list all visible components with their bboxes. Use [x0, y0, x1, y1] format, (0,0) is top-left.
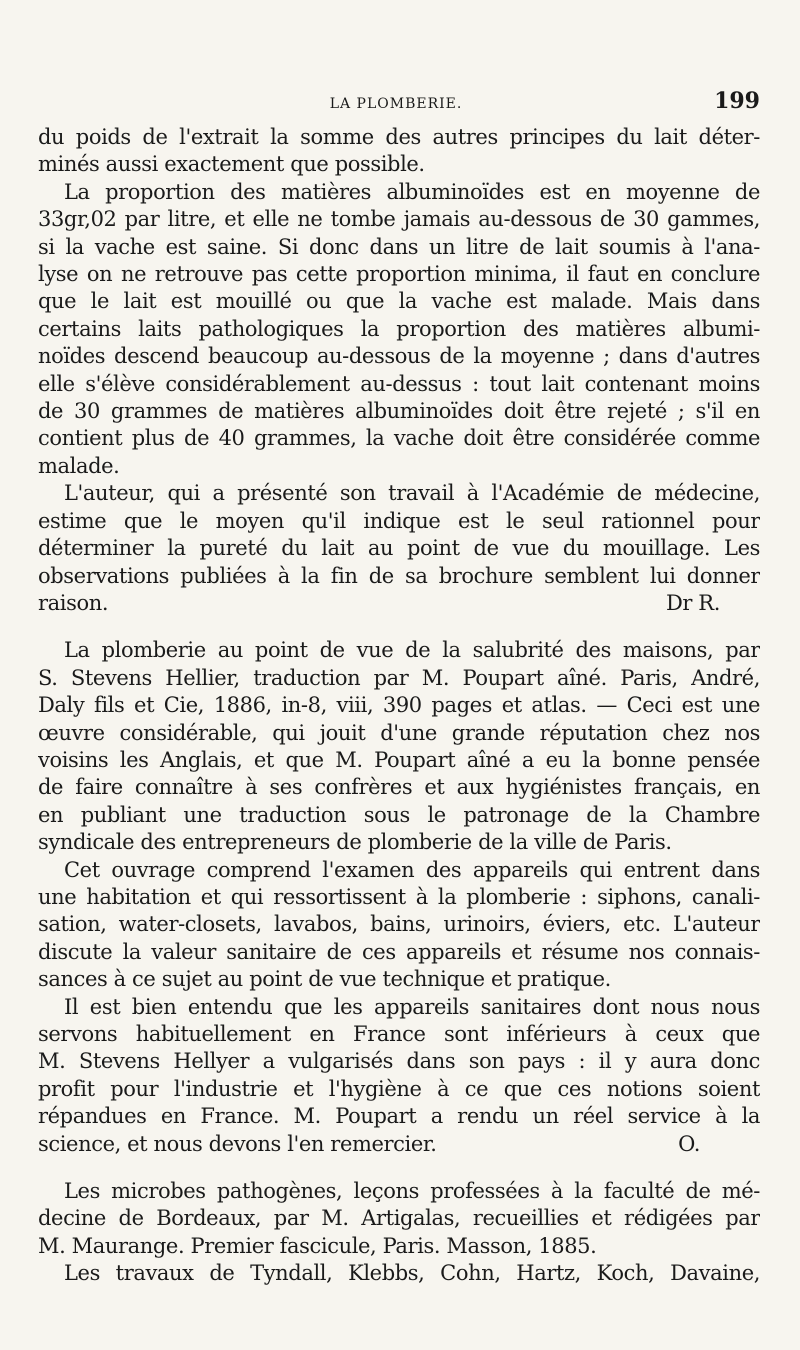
text-line: voisins les Anglais, et que M. Poupart aîné a eu la bonne pensée: [38, 747, 760, 772]
text-line: si la vache est saine. Si donc dans un litre de lait soumis à l'ana-: [38, 234, 760, 259]
text-line: Les travaux de Tyndall, Klebbs, Cohn, Hartz, Koch, Davaine,: [64, 1261, 760, 1286]
paragraph-researchers: [38, 1260, 760, 1287]
text-line: œuvre considérable, qui jouit d'une grande réputation chez nos: [38, 720, 760, 745]
text-line: profit pour l'industrie et l'hygiène à ce que ces notions soient: [38, 1076, 760, 1101]
text-line: contient plus de 40 grammes, la vache doit être considérée comme: [38, 426, 760, 451]
review-signature: Dr R.: [665, 590, 720, 615]
text-line: Cet ouvrage comprend l'examen des appareils qui entrent dans: [64, 857, 760, 882]
paragraph-albuminoid-proportion: [38, 179, 760, 480]
text-line: du poids de l'extrait la somme des autres principes du lait déter-: [38, 125, 760, 149]
body-text: [38, 124, 760, 1288]
section-gap: [38, 1158, 760, 1178]
text-line: La proportion des matières albuminoïdes est en moyenne de: [64, 179, 760, 204]
text-line: sances à ce sujet au point de vue technique et pratique.: [38, 967, 611, 992]
text-line: observations publiées à la fin de sa brochure semblent lui donner: [38, 563, 760, 588]
text-line: de 30 grammes de matières albuminoïdes doit être rejeté ; s'il en: [38, 399, 760, 424]
paragraph-plomberie-review: [38, 637, 760, 856]
text-line: noïdes descend beaucoup au-dessous de la moyenne ; dans d'autres: [38, 344, 760, 369]
text-line: en publiant une traduction sous le patronage de la Chambre: [38, 802, 760, 827]
text-line: une habitation et qui ressortissent à la plomberie : siphons, canali-: [38, 884, 760, 909]
text-line: de faire connaître à ses confrères et aux hygiénistes français, en: [38, 775, 760, 800]
text-line: L'auteur, qui a présenté son travail à l'Académie de médecine,: [64, 481, 760, 506]
text-line: minés aussi exactement que possible.: [38, 152, 425, 177]
review-signature: O.: [678, 1131, 700, 1156]
text-line: lyse on ne retrouve pas cette proportion minima, il faut en conclure: [38, 262, 760, 287]
text-line: Il est bien entendu que les appareils sanitaires dont nous nous: [64, 994, 760, 1019]
text-fragment: science, et nous devons l'en remercier.: [38, 1131, 437, 1156]
text-line: sation, water-closets, lavabos, bains, urinoirs, éviers, etc. L'auteur: [38, 912, 760, 937]
text-line: M. Stevens Hellyer a vulgarisés dans son pays : il y aura donc: [38, 1049, 760, 1074]
section-gap: [38, 617, 760, 637]
text-line: elle s'élève considérablement au-dessus : tout lait contenant moins: [38, 371, 760, 396]
paragraph-work-contents: [38, 857, 760, 994]
text-line: La plomberie au point de vue de la salubrité des maisons, par: [64, 638, 760, 663]
text-line-with-signature: [38, 1131, 760, 1158]
text-line: decine de Bordeaux, par M. Artigalas, recueillies et rédigées par: [38, 1206, 760, 1231]
text-line: servons habituellement en France sont inférieurs à ceux que: [38, 1022, 760, 1046]
text-line: Daly fils et Cie, 1886, in-8, viii, 390 pages et atlas. — Ceci est une: [38, 693, 760, 718]
text-line: S. Stevens Hellier, traduction par M. Poupart aîné. Paris, André,: [38, 665, 760, 690]
page-number: 199: [714, 88, 760, 114]
text-line: malade.: [38, 453, 120, 478]
text-line: estime que le moyen qu'il indique est le seul rationnel pour: [38, 508, 760, 533]
text-line: 33gr,02 par litre, et elle ne tombe jamais au-dessous de 30 gammes,: [38, 207, 760, 232]
page-header: [38, 88, 760, 124]
text-line: syndicale des entrepreneurs de plomberie de la ville de Paris.: [38, 830, 672, 855]
paragraph-microbes-review: [38, 1178, 760, 1260]
text-line: discute la valeur sanitaire de ces appareils et résume nos connais-: [38, 939, 760, 964]
book-page: [38, 88, 760, 1288]
text-line: certains laits pathologiques la proportion des matières albumi-: [38, 316, 760, 341]
paragraph-author-method: [38, 480, 760, 617]
paragraph-milk-extract: [38, 124, 760, 179]
text-line: déterminer la pureté du lait au point de vue du mouillage. Les: [38, 536, 760, 561]
paragraph-sanitary-appliances: [38, 994, 760, 1158]
text-line: M. Maurange. Premier fascicule, Paris. Masson, 1885.: [38, 1233, 597, 1258]
text-line-with-signature: [38, 590, 760, 617]
running-head: LA PLOMBERIE.: [329, 96, 463, 112]
text-line: Les microbes pathogènes, leçons professées à la faculté de mé-: [64, 1179, 760, 1204]
text-fragment: raison.: [38, 590, 109, 615]
text-line: répandues en France. M. Poupart a rendu un réel service à la: [38, 1104, 760, 1129]
text-line: que le lait est mouillé ou que la vache est malade. Mais dans: [38, 289, 760, 314]
